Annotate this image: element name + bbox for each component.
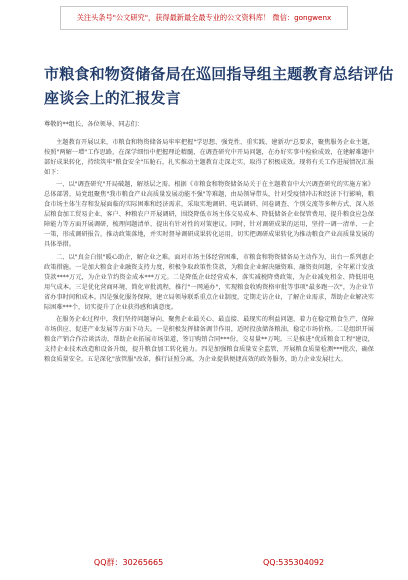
- title-line-1: 市粮食和物资储备局在巡回指导组主题教育总结评估: [44, 65, 394, 83]
- paragraph: 在服务企业过程中，我们坚持问题导向，聚焦企业最关心、最直接、最现实的利益问题，着力在稳定粮食生产、保障市场供应、促进产业发展等方面下功夫。一是积极发挥储备调节作用，适时投放储备粮油，稳定市场价格。二是组织开展粮食产销合作洽谈活动，帮助企业拓展市场渠道，签订购销合同***份，交易量**万吨。三是推进"优质粮食工程"建设，支持企业技术改造和设备升级，提升粮食加工转化能力。四是加强粮食质量安全监管，开展粮食质量检测***批次，确保粮食质量安全。五是深化"放管服"改革，推行证照分离，为企业提供便捷高效的政务服务，助力企业发展壮大。: [44, 315, 374, 363]
- paragraph: 二、以"真金白银"暖心助企，解企业之难。面对市场主体经营困难，市粮食和物资储备局主动作为，出台一系列惠企政策措施。一是加大粮食企业融资支持力度，积极争取政策性贷款，为粮食企业解决融资难、融资贵问题，全年累计发放贷款****万元，为企业节约资金成本***万元。二是降低企业经营成本，落实减税降费政策，为企业减免租金、降低用电用气成本。三是优化营商环境，简化审批流程，推行"一网通办"，实现粮食收购资格审批等事项"最多跑一次"，为企业节省办事时间和成本。四是强化服务保障，建立局领导联系重点企业制度，定期走访企业，了解企业需求，帮助企业解决实际困难***个，切实提升了企业获得感和满意度。: [44, 253, 374, 311]
- greeting: 尊敬的**组长、各位领导、同志们：: [44, 121, 143, 128]
- document-body: [44, 138, 374, 548]
- title-line-2: 座谈会上的汇报发言: [44, 89, 181, 107]
- paragraph: 一、以"调查研究"开局破题，解基层之需。根据《市粮食和物资储备局关于在主题教育中大兴调查研究的实施方案》总体部署，局党组聚焦"我市粮食产业高质量发展动能不强"等难题，由局领导带头，针对受疫情冲击和经济下行影响，粮食市场主体生存和发展面临的实际困难和经济需求，采取实地调研、电话调研、问卷调查、个别交流等多种方式，深入基层粮食加工贸易企业、客户、种粮农户开展调研，围绕降低市场主体交易成本、降低储备企业保管费用、提升粮食应急保障能力等方面开展调研，梳理问题清单、提出有针对性的对策建议。同时，针对调研成果的运用，坚持一调一清单、一企一策，形成调研报告，推动政策落地，并实时督导调研成果转化运用，切实把调研成果转化为推动粮食产业高质量发展的具体举措。: [44, 181, 374, 249]
- qq-label: QQ:535304092: [262, 557, 325, 567]
- document-title: [44, 62, 394, 110]
- qq-group-label: QQ群：30265665: [93, 557, 164, 567]
- paragraph: 主题教育开展以来，市粮食和物资储备局牢牢把握"学思想、强党性、重实践、建新功"总要求，聚焦服务企业主题，按照"两解一增"工作思路，在深学细悟中把握理论精髓，在调查研究中开局问题，在办好实事中检验成效，在建解难题中部好成果转化，持续筑牢"粮食安全"压舱石，扎实推动主题教育走深走实，取得了积极成效。现将有关工作进展情况汇报如下：: [44, 139, 374, 177]
- footer-contact: [44, 556, 374, 568]
- header-banner: 关注头条号"公文研究"，获得最新最全最专业的公文资料库！ 微信：gongwenx: [60, 6, 348, 30]
